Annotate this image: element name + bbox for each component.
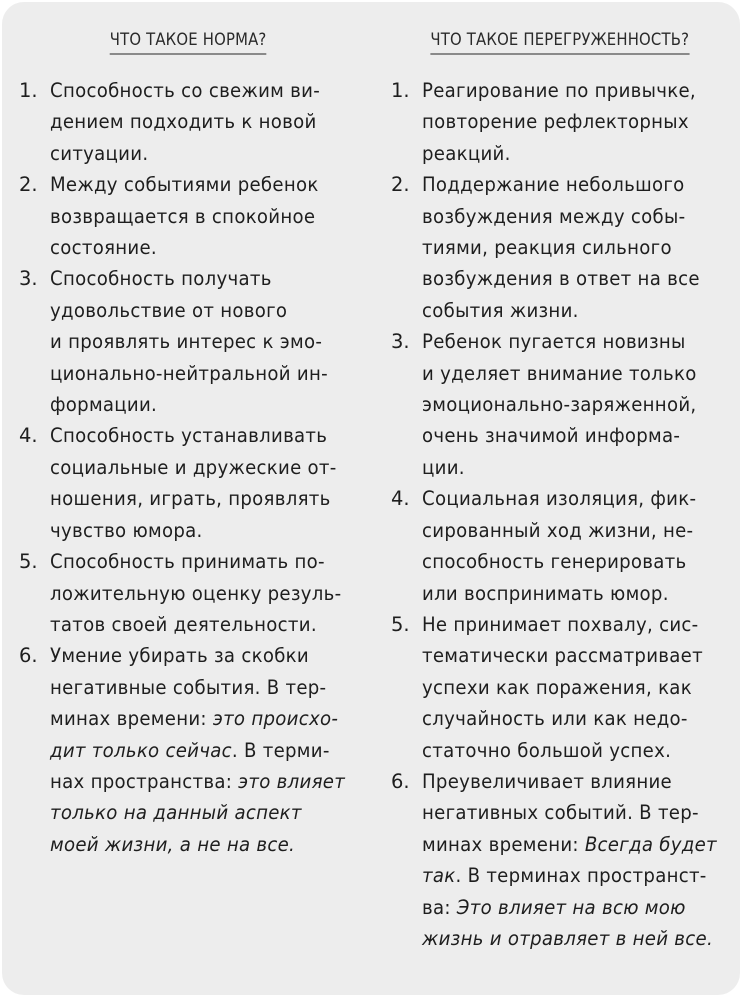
line-italic-text: жизнь и отравляет в ней все. (422, 926, 714, 950)
item-line (422, 326, 723, 357)
list-item (374, 75, 744, 169)
item-line (422, 515, 723, 546)
line-text: ситуации. (50, 141, 149, 165)
item-number: 3. (391, 330, 410, 354)
norm-list (2, 75, 374, 860)
line-text: способность генерировать (422, 550, 687, 574)
item-line (50, 672, 351, 703)
line-text: Способность со свежим ви- (50, 79, 321, 102)
line-text: Между событиями ребенок (50, 173, 319, 197)
line-text: татов своей деятельности. (50, 612, 317, 636)
item-number: 2. (391, 173, 410, 197)
line-text: статочно большой успех. (422, 738, 672, 762)
item-line (50, 389, 351, 420)
item-line (422, 389, 723, 420)
line-text: Ребенок пугается новизны (422, 330, 686, 354)
line-text: успехи как поражения, как (422, 675, 692, 699)
line-text: нах пространства: (50, 769, 239, 793)
item-line (422, 358, 723, 389)
line-text: сированный ход жизни, не- (422, 518, 694, 542)
overload-heading-text: ЧТО ТАКОЕ ПЕРЕГРУЖЕННОСТЬ? (431, 28, 690, 55)
line-text: Не принимает похвалу, сис- (422, 612, 699, 636)
list-item (374, 169, 744, 326)
line-italic-text: дит только сейчас (50, 738, 232, 762)
item-line (50, 106, 351, 137)
item-line (422, 640, 723, 671)
line-text: Реагирование по привычке, (422, 79, 696, 102)
line-text: Способность получать (50, 267, 272, 291)
line-italic-text: Всегда будет (584, 832, 717, 856)
comparison-card (2, 2, 740, 995)
line-text: . В терми- (231, 738, 330, 762)
line-italic-text: Это влияет на всю мою (456, 895, 686, 919)
item-line (50, 263, 351, 294)
line-italic-text: моей жизни, а не на все. (50, 832, 296, 856)
item-line (50, 766, 351, 797)
item-line (50, 735, 351, 766)
item-line (422, 860, 723, 891)
line-text: Способность принимать по- (50, 550, 325, 574)
line-text: возбуждения между собы- (422, 204, 686, 228)
line-text: возвращается в спокойное (50, 204, 316, 228)
line-italic-text: только на данный аспект (50, 801, 302, 825)
item-line (50, 169, 351, 200)
line-text: возбуждения в ответ на все (422, 267, 700, 291)
item-number: 5. (391, 612, 410, 636)
item-line (422, 138, 723, 169)
item-number: 5. (19, 550, 38, 574)
line-text: и проявлять интерес к эмо- (50, 330, 323, 354)
item-line (422, 106, 723, 137)
item-line (50, 295, 351, 326)
item-line (422, 201, 723, 232)
line-text: Поддержание небольшого (422, 173, 685, 197)
line-text: минах времени: (50, 707, 213, 731)
item-line (50, 703, 351, 734)
item-line (422, 703, 723, 734)
item-line (422, 420, 723, 451)
item-line (50, 452, 351, 483)
list-item (2, 640, 374, 860)
list-item (2, 263, 374, 420)
item-number: 4. (391, 487, 410, 511)
line-text: Способность устанавливать (50, 424, 328, 448)
line-text: очень значимой информа- (422, 424, 681, 448)
item-line (50, 797, 351, 828)
list-item (2, 75, 374, 169)
item-line (50, 829, 351, 860)
line-text: Умение убирать за скобки (50, 644, 309, 668)
list-item (2, 546, 374, 640)
overload-heading (374, 28, 744, 55)
line-text: ношения, играть, проявлять (50, 487, 331, 511)
item-line (50, 609, 351, 640)
list-item (374, 609, 744, 766)
line-text: Преувеличивает влияние (422, 769, 672, 793)
line-text: или воспринимать юмор. (422, 581, 669, 605)
line-italic-text: это влияет (238, 769, 346, 793)
line-text: негативные события. В тер- (50, 675, 327, 699)
line-text: реакций. (422, 141, 511, 165)
item-line (50, 75, 351, 106)
overload-list (374, 75, 744, 954)
item-line (422, 797, 723, 828)
item-line (422, 735, 723, 766)
line-text: негативных событий. В тер- (422, 801, 699, 825)
item-line (422, 75, 723, 106)
item-line (50, 546, 351, 577)
line-text: ционально-нейтральной ин- (50, 361, 328, 385)
line-text: чувство юмора. (50, 518, 203, 542)
item-line (422, 295, 723, 326)
line-text: удовольствие от нового (50, 298, 288, 322)
item-line (50, 232, 351, 263)
item-number: 1. (19, 79, 38, 102)
line-text: формации. (50, 393, 158, 417)
item-line (50, 358, 351, 389)
item-line (422, 578, 723, 609)
item-line (422, 169, 723, 200)
item-line (422, 766, 723, 797)
item-line (422, 452, 723, 483)
line-text: ва: (422, 895, 457, 919)
item-number: 3. (19, 267, 38, 291)
line-text: ции. (422, 455, 465, 479)
item-line (50, 138, 351, 169)
item-line (50, 201, 351, 232)
item-line (422, 672, 723, 703)
item-line (422, 263, 723, 294)
line-text: состояние. (50, 236, 157, 260)
line-text: эмоционально-заряженной, (422, 393, 697, 417)
item-number: 6. (391, 769, 410, 793)
item-number: 2. (19, 173, 38, 197)
line-text: минах времени: (422, 832, 585, 856)
line-italic-text: так (422, 864, 456, 888)
item-line (50, 640, 351, 671)
list-item (374, 483, 744, 609)
item-line (422, 829, 723, 860)
norm-heading-text: ЧТО ТАКОЕ НОРМА? (110, 28, 267, 55)
item-number: 1. (391, 79, 410, 102)
norm-heading (2, 28, 374, 55)
item-number: 6. (19, 644, 38, 668)
item-line (50, 515, 351, 546)
item-line (422, 609, 723, 640)
item-line (50, 326, 351, 357)
item-line (422, 923, 723, 954)
line-italic-text: это происхо- (212, 707, 339, 731)
item-line (422, 546, 723, 577)
list-item (374, 766, 744, 954)
list-item (2, 169, 374, 263)
line-text: ложительную оценку резуль- (50, 581, 342, 605)
item-line (422, 483, 723, 514)
list-item (2, 420, 374, 546)
item-number: 4. (19, 424, 38, 448)
line-text: события жизни. (422, 298, 579, 322)
line-text: тиями, реакция сильного (422, 236, 672, 260)
item-line (50, 420, 351, 451)
line-text: и уделяет внимание только (422, 361, 697, 385)
list-item (374, 326, 744, 483)
line-text: тематически рассматривает (422, 644, 703, 668)
line-text: дением подходить к новой (50, 110, 317, 134)
item-line (50, 483, 351, 514)
line-text: Социальная изоляция, фик- (422, 487, 697, 511)
line-text: социальные и дружеские от- (50, 455, 337, 479)
item-line (422, 232, 723, 263)
line-text: повторение рефлекторных (422, 110, 689, 134)
line-text: случайность или как недо- (422, 707, 688, 731)
item-line (50, 578, 351, 609)
line-text: . В терминах пространст- (455, 864, 707, 888)
item-line (422, 892, 723, 923)
